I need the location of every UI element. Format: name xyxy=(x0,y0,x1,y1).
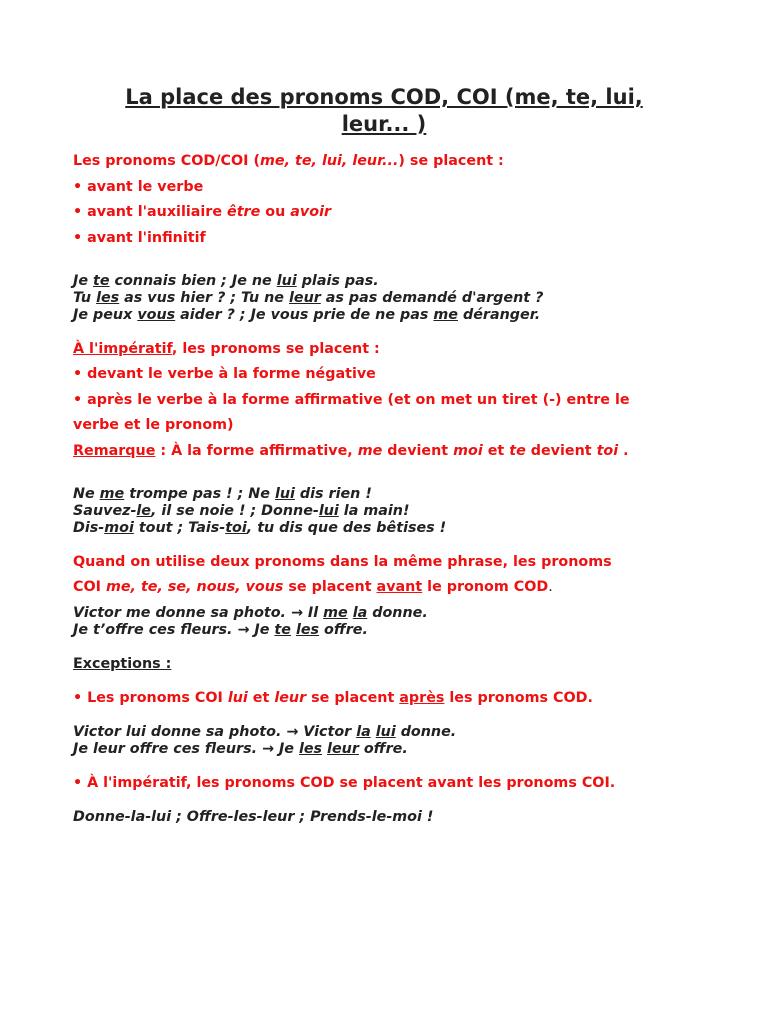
text-fragment: À l'impératif xyxy=(73,341,172,357)
text-fragment: te xyxy=(509,443,526,459)
text-fragment: me xyxy=(433,307,458,323)
text-fragment: me, te, lui, leur... xyxy=(260,153,399,169)
example-1-line-3 xyxy=(73,307,738,323)
text-fragment: lui xyxy=(318,503,339,519)
text-fragment: Je t’offre ces fleurs. → Je xyxy=(73,622,275,638)
text-fragment: moi xyxy=(453,443,483,459)
text-fragment: • avant l'auxiliaire xyxy=(73,204,228,220)
imperatif-bullet-2-line-2: verbe et le pronom) xyxy=(73,417,234,433)
text-fragment: me xyxy=(323,605,348,621)
text-fragment: • Les pronoms COI xyxy=(73,690,228,706)
text-fragment: la main! xyxy=(338,503,410,519)
text-fragment: COI xyxy=(73,579,106,595)
two-pronouns-line-1: Quand on utilise deux pronoms dans la même phrase, les pronoms xyxy=(73,554,612,570)
text-fragment: offre. xyxy=(319,622,368,638)
text-fragment: avoir xyxy=(290,204,332,220)
text-fragment: ) se placent : xyxy=(398,153,504,169)
example-3-line-2 xyxy=(73,622,738,638)
text-fragment: te xyxy=(93,273,110,289)
example-3-line-1 xyxy=(73,605,738,621)
example-2-line-1 xyxy=(73,486,738,502)
text-fragment: avant xyxy=(376,579,423,595)
text-fragment: lui xyxy=(276,273,297,289)
text-fragment: vous xyxy=(137,307,176,323)
text-fragment: Je peux xyxy=(73,307,138,323)
text-fragment: me xyxy=(99,486,125,502)
text-fragment: la xyxy=(356,724,371,740)
text-fragment: leur xyxy=(327,741,359,757)
text-fragment: Je leur offre ces fleurs. → Je xyxy=(73,741,299,757)
text-fragment: plais pas. xyxy=(296,273,379,289)
text-fragment: devient xyxy=(382,443,454,459)
text-fragment: les pronoms COD. xyxy=(444,690,593,706)
page-title xyxy=(60,84,708,138)
text-fragment: trompe pas ! ; Ne xyxy=(124,486,275,502)
text-fragment: les xyxy=(295,622,320,638)
text-fragment: . xyxy=(618,443,629,459)
text-fragment: être xyxy=(227,204,261,220)
text-fragment: me xyxy=(357,443,383,459)
text-fragment: et xyxy=(247,690,275,706)
text-fragment: après xyxy=(399,690,445,706)
imperatif-bullet-2-line-1: • après le verbe à la forme affirmative (et on met un tiret (-) entre le xyxy=(73,392,630,408)
title-line-1: La place des pronoms COD, COI (me, te, lui, xyxy=(125,85,643,109)
text-fragment: lui xyxy=(375,724,396,740)
imperatif-bullet-1: • devant le verbe à la forme négative xyxy=(73,366,376,382)
text-fragment: , les pronoms se placent : xyxy=(171,341,380,357)
text-fragment: donne. xyxy=(395,724,457,740)
text-fragment: leur xyxy=(288,290,321,306)
text-fragment: me, te, se, nous, vous xyxy=(105,579,284,595)
text-fragment: . xyxy=(548,579,553,595)
text-fragment: la xyxy=(352,605,368,621)
exceptions-heading: Exceptions : xyxy=(73,656,172,672)
text-fragment: donne. xyxy=(367,605,428,621)
text-fragment: Tu xyxy=(73,290,97,306)
text-fragment: tout ; Tais- xyxy=(133,520,226,536)
text-fragment: Remarque xyxy=(73,443,156,459)
imperatif-order-rule: • À l'impératif, les pronoms COD se placent avant les pronoms COI. xyxy=(73,775,616,791)
text-fragment: se placent xyxy=(283,579,377,595)
text-fragment: as pas demandé d'argent ? xyxy=(320,290,544,306)
text-fragment: , tu dis que des bêtises ! xyxy=(246,520,447,536)
text-fragment: Victor me donne sa photo. → Il xyxy=(73,605,324,621)
text-fragment: offre. xyxy=(358,741,408,757)
text-fragment: ou xyxy=(260,204,291,220)
text-fragment: as vus hier ? ; Tu ne xyxy=(119,290,289,306)
final-examples: Donne-la-lui ; Offre-les-leur ; Prends-le-moi ! xyxy=(73,809,434,825)
imperatif-heading xyxy=(73,341,738,357)
text-fragment: lui xyxy=(227,690,248,706)
rule-intro xyxy=(73,153,738,169)
text-fragment: : À la forme affirmative, xyxy=(155,443,358,459)
text-fragment: , il se noie ! ; Donne- xyxy=(151,503,319,519)
text-fragment: connais bien ; Je ne xyxy=(109,273,277,289)
example-4-line-2 xyxy=(73,741,738,757)
example-2-line-2 xyxy=(73,503,738,519)
text-fragment: toi xyxy=(225,520,247,536)
example-1-line-1 xyxy=(73,273,738,289)
text-fragment: Ne xyxy=(73,486,100,502)
example-2-line-3 xyxy=(73,520,738,536)
example-4-line-1 xyxy=(73,724,738,740)
remarque xyxy=(73,443,738,459)
example-1-line-2 xyxy=(73,290,738,306)
text-fragment: les xyxy=(298,741,323,757)
rule-bullet-2 xyxy=(73,204,738,220)
text-fragment: Je xyxy=(73,273,93,289)
text-fragment: moi xyxy=(104,520,134,536)
text-fragment: Dis- xyxy=(73,520,105,536)
text-fragment: Victor lui donne sa photo. → Victor xyxy=(73,724,357,740)
text-fragment: lui xyxy=(274,486,295,502)
text-fragment: les xyxy=(96,290,120,306)
text-fragment: aider ? ; Je vous prie de ne pas xyxy=(175,307,434,323)
text-fragment: le xyxy=(136,503,152,519)
text-fragment: Sauvez- xyxy=(73,503,137,519)
text-fragment: et xyxy=(482,443,510,459)
title-line-2: leur... ) xyxy=(341,112,427,136)
text-fragment: te xyxy=(274,622,291,638)
text-fragment: se placent xyxy=(306,690,400,706)
rule-bullet-3: • avant l'infinitif xyxy=(73,230,206,246)
exceptions-bullet-1 xyxy=(73,690,738,706)
two-pronouns-line-2 xyxy=(73,579,738,595)
text-fragment: toi xyxy=(596,443,619,459)
text-fragment: devient xyxy=(525,443,597,459)
text-fragment: leur xyxy=(274,690,307,706)
text-fragment: déranger. xyxy=(458,307,541,323)
text-fragment: dis rien ! xyxy=(294,486,372,502)
rule-bullet-1: • avant le verbe xyxy=(73,179,204,195)
text-fragment: Les pronoms COD/COI ( xyxy=(73,153,260,169)
text-fragment: le pronom COD xyxy=(422,579,549,595)
